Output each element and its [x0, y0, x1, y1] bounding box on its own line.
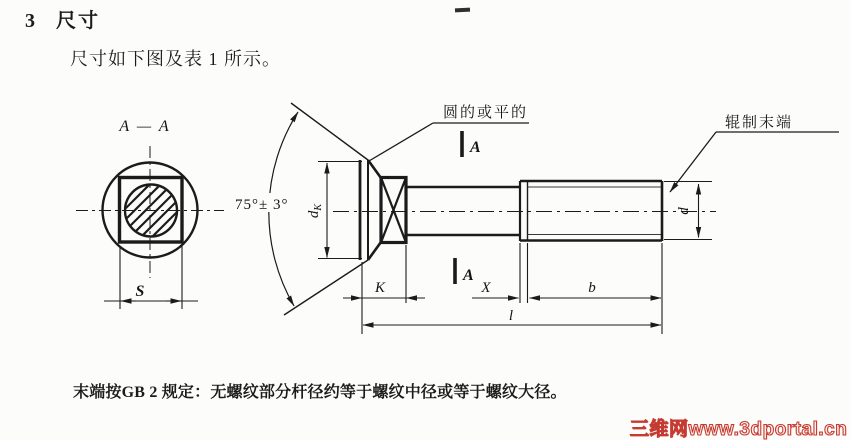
callout-rolled-end-leader — [670, 132, 839, 192]
dim-l-label: l — [508, 308, 514, 324]
angle-label: 75°± 3° — [235, 197, 289, 213]
aa-view-title: A — A — [119, 118, 171, 135]
square-neck-section — [120, 178, 183, 243]
square-neck — [381, 178, 406, 243]
dim-k-label: K — [374, 280, 386, 296]
dim-s-label: S — [135, 283, 145, 300]
section-marker-a-bottom: A — [463, 267, 474, 284]
dim-d-label: d — [676, 207, 692, 215]
bolt-side-view — [230, 103, 839, 334]
callout-round-or-flat: 圆的或平的 — [443, 105, 529, 121]
section-title: 尺寸 — [56, 10, 100, 32]
dim-s — [104, 246, 198, 309]
watermark: 三维网www.3dportal.cn — [630, 419, 848, 440]
dim-x-label: X — [481, 280, 491, 296]
note-text: 末端按GB 2 规定：无螺纹部分杆径约等于螺纹中径或等于螺纹大径。 — [73, 384, 567, 401]
section-marker-a-top: A — [470, 139, 481, 156]
intro-text: 尺寸如下图及表 1 所示。 — [70, 49, 281, 69]
dim-dk-label: dK — [306, 203, 324, 219]
callout-round-or-flat-leader — [369, 123, 529, 161]
dim-b-label: b — [588, 280, 596, 296]
head-outline — [360, 160, 381, 260]
section-view-aa — [66, 118, 224, 309]
dim-dk — [318, 162, 362, 259]
section-cut-markers — [455, 131, 462, 284]
callout-rolled-end: 辊制末端 — [725, 115, 794, 131]
section-number: 3 — [25, 10, 37, 32]
